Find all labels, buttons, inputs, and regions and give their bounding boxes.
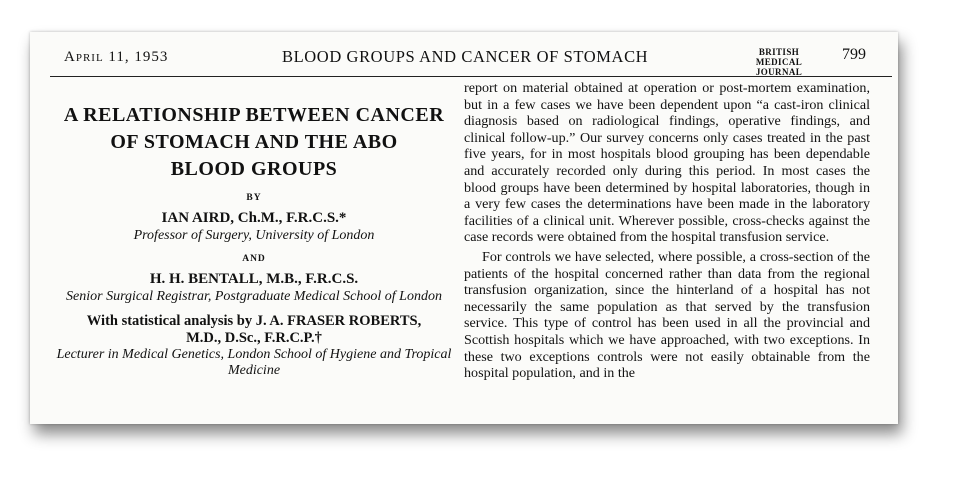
article-title: [48, 102, 460, 183]
title-block: [48, 102, 460, 379]
page-number: 799: [842, 46, 866, 63]
body-paragraph-2: For controls we have selected, where possible, a cross-section of the patients of the hospital concerned rather than data from the regional transfusion organization, since the hinterland of a hospital has not necessarily the same population as that served by the transfusion service. This type of control has been used in all the provincial and Scottish hospitals which we have approached, with two exceptions. In these two exceptions controls were not easily obtainable from the hospital population, and in the: [464, 248, 870, 382]
by-label: BY: [246, 193, 262, 203]
author-1-affiliation: Professor of Surgery, University of London: [133, 228, 375, 243]
and-label: AND: [242, 254, 266, 264]
article-title-line3: BLOOD GROUPS: [170, 158, 338, 180]
stat-credit-line1: With statistical analysis by J. A. FRASER ROBERTS,: [86, 313, 422, 329]
journal-page: [30, 32, 898, 424]
author-2-affiliation: Senior Surgical Registrar, Postgraduate Medical School of London: [66, 289, 442, 304]
body-paragraph-1: report on material obtained at operation or post-mortem examination, but in a few cases we have been dependent upon “a cast-iron clinical diagnosis based on radiological findings, operative findings, and clinical follow-up.” Our survey concerns only cases treated in the past five years, for in most hospitals blood grouping has been dependable and accurately recorded only during this period. In most cases the blood groups have been determined by hospital laboratories, though in a very few cases the determinations have been made in the laboratory facilities of a clinical unit. Wherever possible, cross-checks against the case records were obtained from the hospital transfusion service.: [464, 80, 870, 246]
stat-credit-line2: M.D., D.Sc., F.R.C.P.†: [186, 330, 322, 346]
article-title-line2: OF STOMACH AND THE ABO: [110, 131, 398, 153]
author-1: IAN AIRD, Ch.M., F.R.C.S.*: [161, 210, 347, 226]
article-title-line1: A RELATIONSHIP BETWEEN CANCER: [63, 104, 445, 126]
journal-name-line1: BRITISH: [758, 47, 800, 57]
statistical-analysis-credit: [48, 313, 460, 347]
issue-date: April 11, 1953: [64, 49, 169, 65]
journal-name: [734, 47, 824, 77]
header-rule: [50, 76, 892, 77]
author-2: H. H. BENTALL, M.B., F.R.C.S.: [149, 271, 359, 287]
journal-name-line2: MEDICAL JOURNAL: [755, 57, 803, 77]
author-3-affiliation: Lecturer in Medical Genetics, London School of Hygiene and Tropical Medicine: [56, 347, 452, 378]
body-column: [464, 80, 870, 382]
running-title: BLOOD GROUPS AND CANCER OF STOMACH: [282, 47, 649, 66]
page-header: [50, 44, 892, 76]
